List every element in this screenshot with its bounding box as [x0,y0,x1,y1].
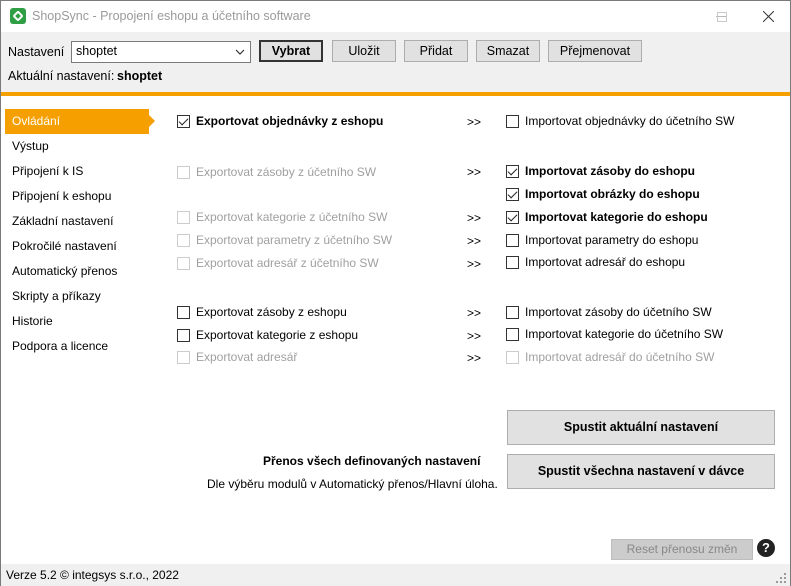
close-icon [763,11,774,22]
import-stock-sw-label: Importovat zásoby do účetního SW [525,305,712,319]
settings-select[interactable] [71,41,251,63]
select-button[interactable]: Vybrat [259,40,323,62]
resize-grip-icon[interactable] [776,573,786,583]
settings-select-value: shoptet [76,44,118,58]
import-addressbook-eshop-checkbox[interactable] [506,254,685,270]
help-icon[interactable]: ? [757,539,775,557]
status-bar [1,564,790,586]
export-addressbook-sw-label: Exportovat adresář z účetního SW [196,256,379,270]
export-categories-eshop-checkbox[interactable] [177,327,358,343]
import-images-eshop-label: Importovat obrázky do eshopu [525,187,700,201]
flow-arrow: >> [467,329,482,343]
flow-arrow: >> [467,115,482,129]
sidebar-item-automaticky[interactable]: Automatický přenos [12,264,118,278]
import-addressbook-sw-label: Importovat adresář do účetního SW [525,350,715,364]
export-categories-eshop-label: Exportovat kategorie z eshopu [196,328,359,342]
checkbox-icon [177,115,190,128]
sidebar-item-zakladni[interactable]: Základní nastavení [12,214,114,228]
chevron-down-icon [234,44,246,60]
flow-arrow: >> [467,234,482,248]
sidebar [5,109,155,359]
import-categories-sw-label: Importovat kategorie do účetního SW [525,327,724,341]
checkbox-icon [177,306,190,319]
flow-arrow: >> [467,165,482,179]
import-stock-eshop-label: Importovat zásoby do eshopu [525,164,696,178]
delete-button[interactable]: Smazat [476,40,540,62]
export-categories-sw-checkbox[interactable] [177,209,387,225]
checkbox-icon [506,256,519,269]
rename-button[interactable]: Přejmenovat [548,40,642,62]
maximize-icon [717,12,727,22]
accent-divider [1,92,790,96]
import-images-eshop-checkbox[interactable] [506,186,700,202]
import-orders-sw-label: Importovat objednávky do účetního SW [525,114,735,128]
checkbox-icon [177,351,190,364]
export-orders-label: Exportovat objednávky z eshopu [196,114,384,128]
import-addressbook-sw-checkbox[interactable] [506,349,714,365]
export-params-sw-checkbox[interactable] [177,232,392,248]
checkbox-icon [177,234,190,247]
flow-arrow: >> [467,351,482,365]
current-settings-label: Aktuální nastavení: [8,69,115,83]
run-current-button[interactable]: Spustit aktuální nastavení [507,410,775,445]
checkbox-icon [506,115,519,128]
export-addressbook-checkbox[interactable] [177,349,297,365]
flow-arrow: >> [467,211,482,225]
checkbox-icon [506,234,519,247]
export-addressbook-label: Exportovat adresář [196,350,298,364]
save-button[interactable]: Uložit [332,40,396,62]
flow-arrow: >> [467,306,482,320]
import-stock-sw-checkbox[interactable] [506,304,712,320]
window-title: ShopSync - Propojení eshopu a účetního software [32,9,311,23]
checkbox-icon [177,211,190,224]
import-orders-sw-checkbox[interactable] [506,113,734,129]
add-button[interactable]: Přidat [404,40,468,62]
export-categories-sw-label: Exportovat kategorie z účetního SW [196,210,388,224]
sidebar-item-pripojeni-eshop[interactable]: Připojení k eshopu [12,189,112,203]
flow-arrow: >> [467,257,482,271]
close-button[interactable] [745,1,791,32]
import-params-eshop-label: Importovat parametry do eshopu [525,233,699,247]
app-logo-icon [10,8,26,24]
export-stock-sw-label: Exportovat zásoby z účetního SW [196,165,377,179]
sidebar-item-skripty[interactable]: Skripty a příkazy [12,289,101,303]
run-all-button[interactable]: Spustit všechna nastavení v dávce [507,454,775,489]
export-stock-sw-checkbox[interactable] [177,164,376,180]
export-addressbook-sw-checkbox[interactable] [177,255,379,271]
import-params-eshop-checkbox[interactable] [506,232,698,248]
checkbox-icon [506,306,519,319]
import-categories-sw-checkbox[interactable] [506,326,723,342]
sidebar-item-historie[interactable]: Historie [12,314,53,328]
batch-info-title: Přenos všech definovaných nastavení [263,454,481,468]
settings-label: Nastavení [8,45,65,59]
checkbox-icon [506,165,519,178]
checkbox-icon [177,257,190,270]
sidebar-item-pripojeni-is[interactable]: Připojení k IS [12,164,84,178]
reset-changes-button[interactable]: Reset přenosu změn [611,539,753,560]
maximize-button[interactable] [699,1,745,32]
checkbox-icon [506,328,519,341]
sidebar-item-ovladani[interactable]: Ovládání [5,109,149,134]
current-settings-value: shoptet [117,69,163,83]
checkbox-icon [506,211,519,224]
batch-info-subtitle: Dle výběru modulů v Automatický přenos/Hlavní úloha. [207,477,498,491]
version-text: Verze 5.2 © integsys s.r.o., 2022 [6,568,179,582]
checkbox-icon [177,166,190,179]
checkbox-icon [506,188,519,201]
import-categories-eshop-checkbox[interactable] [506,209,708,225]
settings-toolbar [1,32,790,92]
export-stock-eshop-checkbox[interactable] [177,304,347,320]
import-addressbook-eshop-label: Importovat adresář do eshopu [525,255,686,269]
export-params-sw-label: Exportovat parametry z účetního SW [196,233,393,247]
checkbox-icon [177,329,190,342]
import-categories-eshop-label: Importovat kategorie do eshopu [525,210,708,224]
title-bar [1,1,790,32]
sidebar-item-podpora[interactable]: Podpora a licence [12,339,109,353]
export-stock-eshop-label: Exportovat zásoby z eshopu [196,305,347,319]
import-stock-eshop-checkbox[interactable] [506,163,695,179]
sidebar-item-pokrocile[interactable]: Pokročilé nastavení [12,239,117,253]
checkbox-icon [506,351,519,364]
export-orders-checkbox[interactable] [177,113,383,129]
sidebar-item-vystup[interactable]: Výstup [12,139,49,153]
